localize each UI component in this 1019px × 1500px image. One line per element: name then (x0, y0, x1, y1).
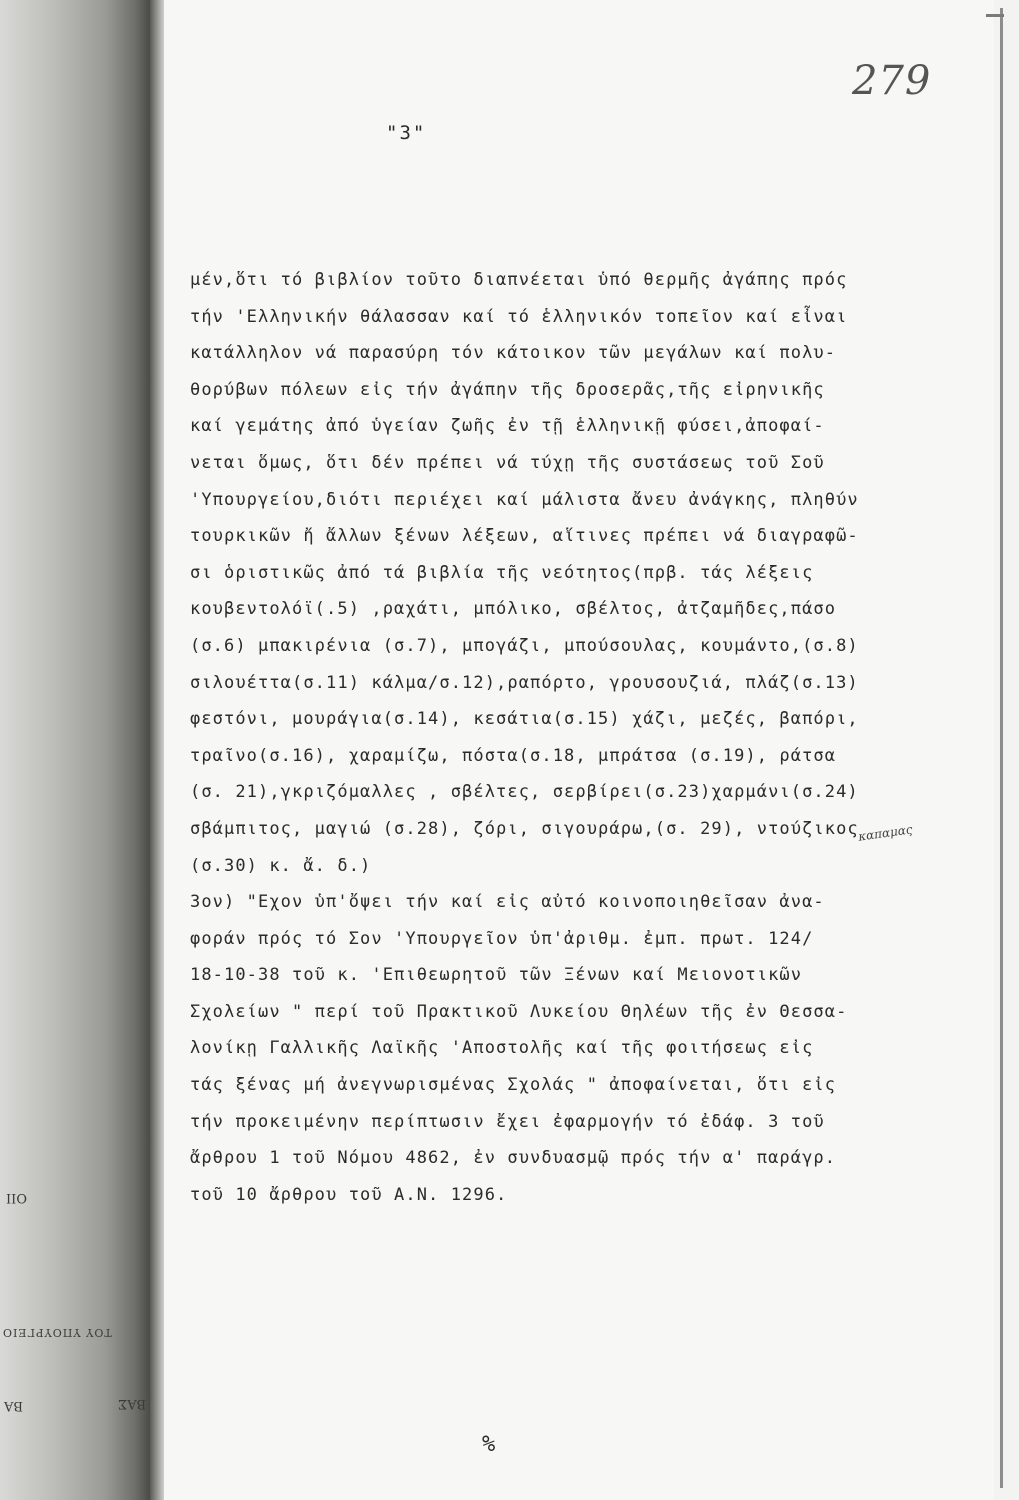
book-gutter (0, 0, 150, 1500)
text-line: τήν προκειμένην περίπτωσιν ἔχει ἐφαρμογήν τό ἐδάφ. 3 τοῦ (190, 1111, 825, 1132)
text-line: τουρκικῶν ἤ ἄλλων ξένων λέξεων, αἵτινες πρέπει νά διαγραφῶ- (190, 526, 859, 547)
handwritten-correction: καπαμας (857, 822, 914, 844)
binding-edge (150, 0, 164, 1500)
text-line: σιλουέττα(σ.11) κάλμα/σ.12),ραπόρτο, γρουσουζιά, πλάζ(σ.13) (190, 672, 859, 693)
text-line: τήν 'Ελληνικήν θάλασσαν καί τό ἑλληνικόν τοπεῖον καί εἶναι (190, 306, 848, 327)
page-number: "3" (386, 122, 427, 144)
text-line: μέν,ὅτι τό βιβλίον τοῦτο διαπνέεται ὑπό θερμῆς ἀγάπης πρός (190, 270, 848, 290)
gutter-fragment: ΒΑ (4, 1398, 23, 1413)
text-line: (σ. 21),γκριζόμαλλες , σβέλτες, σερβίρει(σ.23)χαρμάνι(σ.24) (190, 782, 859, 803)
handwritten-folio-number: 279 (852, 58, 932, 104)
text-line: θορύβων πόλεων εἰς τήν ἀγάπην τῆς δροσερᾶς,τῆς εἰρηνικῆς (190, 379, 825, 400)
gutter-fragment: ΟΙΙ (6, 1190, 27, 1205)
text-line: τραῖνο(σ.16), χαραμίζω, πόστα(σ.18, μπράτσα (σ.19), ράτσα (190, 745, 837, 766)
text-line: τοῦ 10 ἄρθρου τοῦ Α.Ν. 1296. (190, 1184, 508, 1205)
text-line: 'Υπουργείου,διότι περιέχει καί μάλιστα ἄνευ ἀνάγκης, πληθύν (190, 489, 859, 510)
gutter-fragment: ΤΟΥ ΥΠΟΥΡΓΕΙΟ (2, 1326, 112, 1339)
text-line: φοράν πρός τό Σον 'Υπουργεῖον ὑπ'ἀριθμ. ἐμπ. πρωτ. 124/ (190, 928, 814, 949)
text-line: Σχολείων " περί τοῦ Πρακτικοῦ Λυκείου Θηλέων τῆς ἐν Θεσσα- (190, 1001, 848, 1022)
text-line: καί γεμάτης ἀπό ὑγείαν ζωῆς ἐν τῇ ἑλληνικῇ φύσει,ἀποφαί- (190, 416, 825, 437)
text-line: (σ.6) μπακιρένια (σ.7), μπογάζι, μπούσουλας, κουμάντο,(σ.8) (190, 635, 859, 656)
text-line: 3ον) "Εχον ὑπ'ὄψει τήν καί εἰς αὐτό κοινοποιηθεῖσαν ἀνα- (190, 892, 825, 913)
text-line: (σ.30) κ. ἄ. δ.) (190, 855, 372, 876)
text-line: φεστόνι, μουράγια(σ.14), κεσάτια(σ.15) χάζι, μεζές, βαπόρι, (190, 709, 859, 730)
gutter-fragment: ΒΑΣ (118, 1396, 147, 1411)
closing-mark: % (482, 1432, 496, 1457)
text-line: σβάμπιτος, μαγιώ (σ.28), ζόρι, σιγουράρω,(σ. 29), ντούζικος (190, 818, 859, 839)
text-line: κατάλληλον νά παρασύρη τόν κάτοικον τῶν μεγάλων καί πολυ- (190, 343, 837, 364)
typed-body-text (190, 262, 980, 1213)
text-line: νεται ὅμως, ὅτι δέν πρέπει νά τύχῃ τῆς συστάσεως τοῦ Σοῦ (190, 452, 825, 473)
text-line: λονίκῃ Γαλλικῆς Λαϊκῆς 'Αποστολῆς καί τῆς φοιτήσεως εἰς (190, 1038, 814, 1059)
page-edge-tick (986, 14, 1004, 17)
text-line: 18-10-38 τοῦ κ. 'Επιθεωρητοῦ τῶν Ξένων καί Μειονοτικῶν (190, 965, 803, 986)
text-line: σι ὁριστικῶς ἀπό τά βιβλία τῆς νεότητος(πρβ. τάς λέξεις (190, 562, 814, 583)
text-line: κουβεντολόϊ(.5) ,ραχάτι, μπόλικο, σβέλτος, ἀτζαμῆδες,πάσο (190, 599, 837, 620)
text-line: ἄρθρου 1 τοῦ Νόμου 4862, ἐν συνδυασμῷ πρός τήν α' παράγρ. (190, 1148, 837, 1169)
page-edge-rule (1000, 8, 1003, 1488)
text-line: τάς ξένας μή ἀνεγνωρισμένας Σχολάς " ἀποφαίνεται, ὅτι εἰς (190, 1075, 837, 1096)
